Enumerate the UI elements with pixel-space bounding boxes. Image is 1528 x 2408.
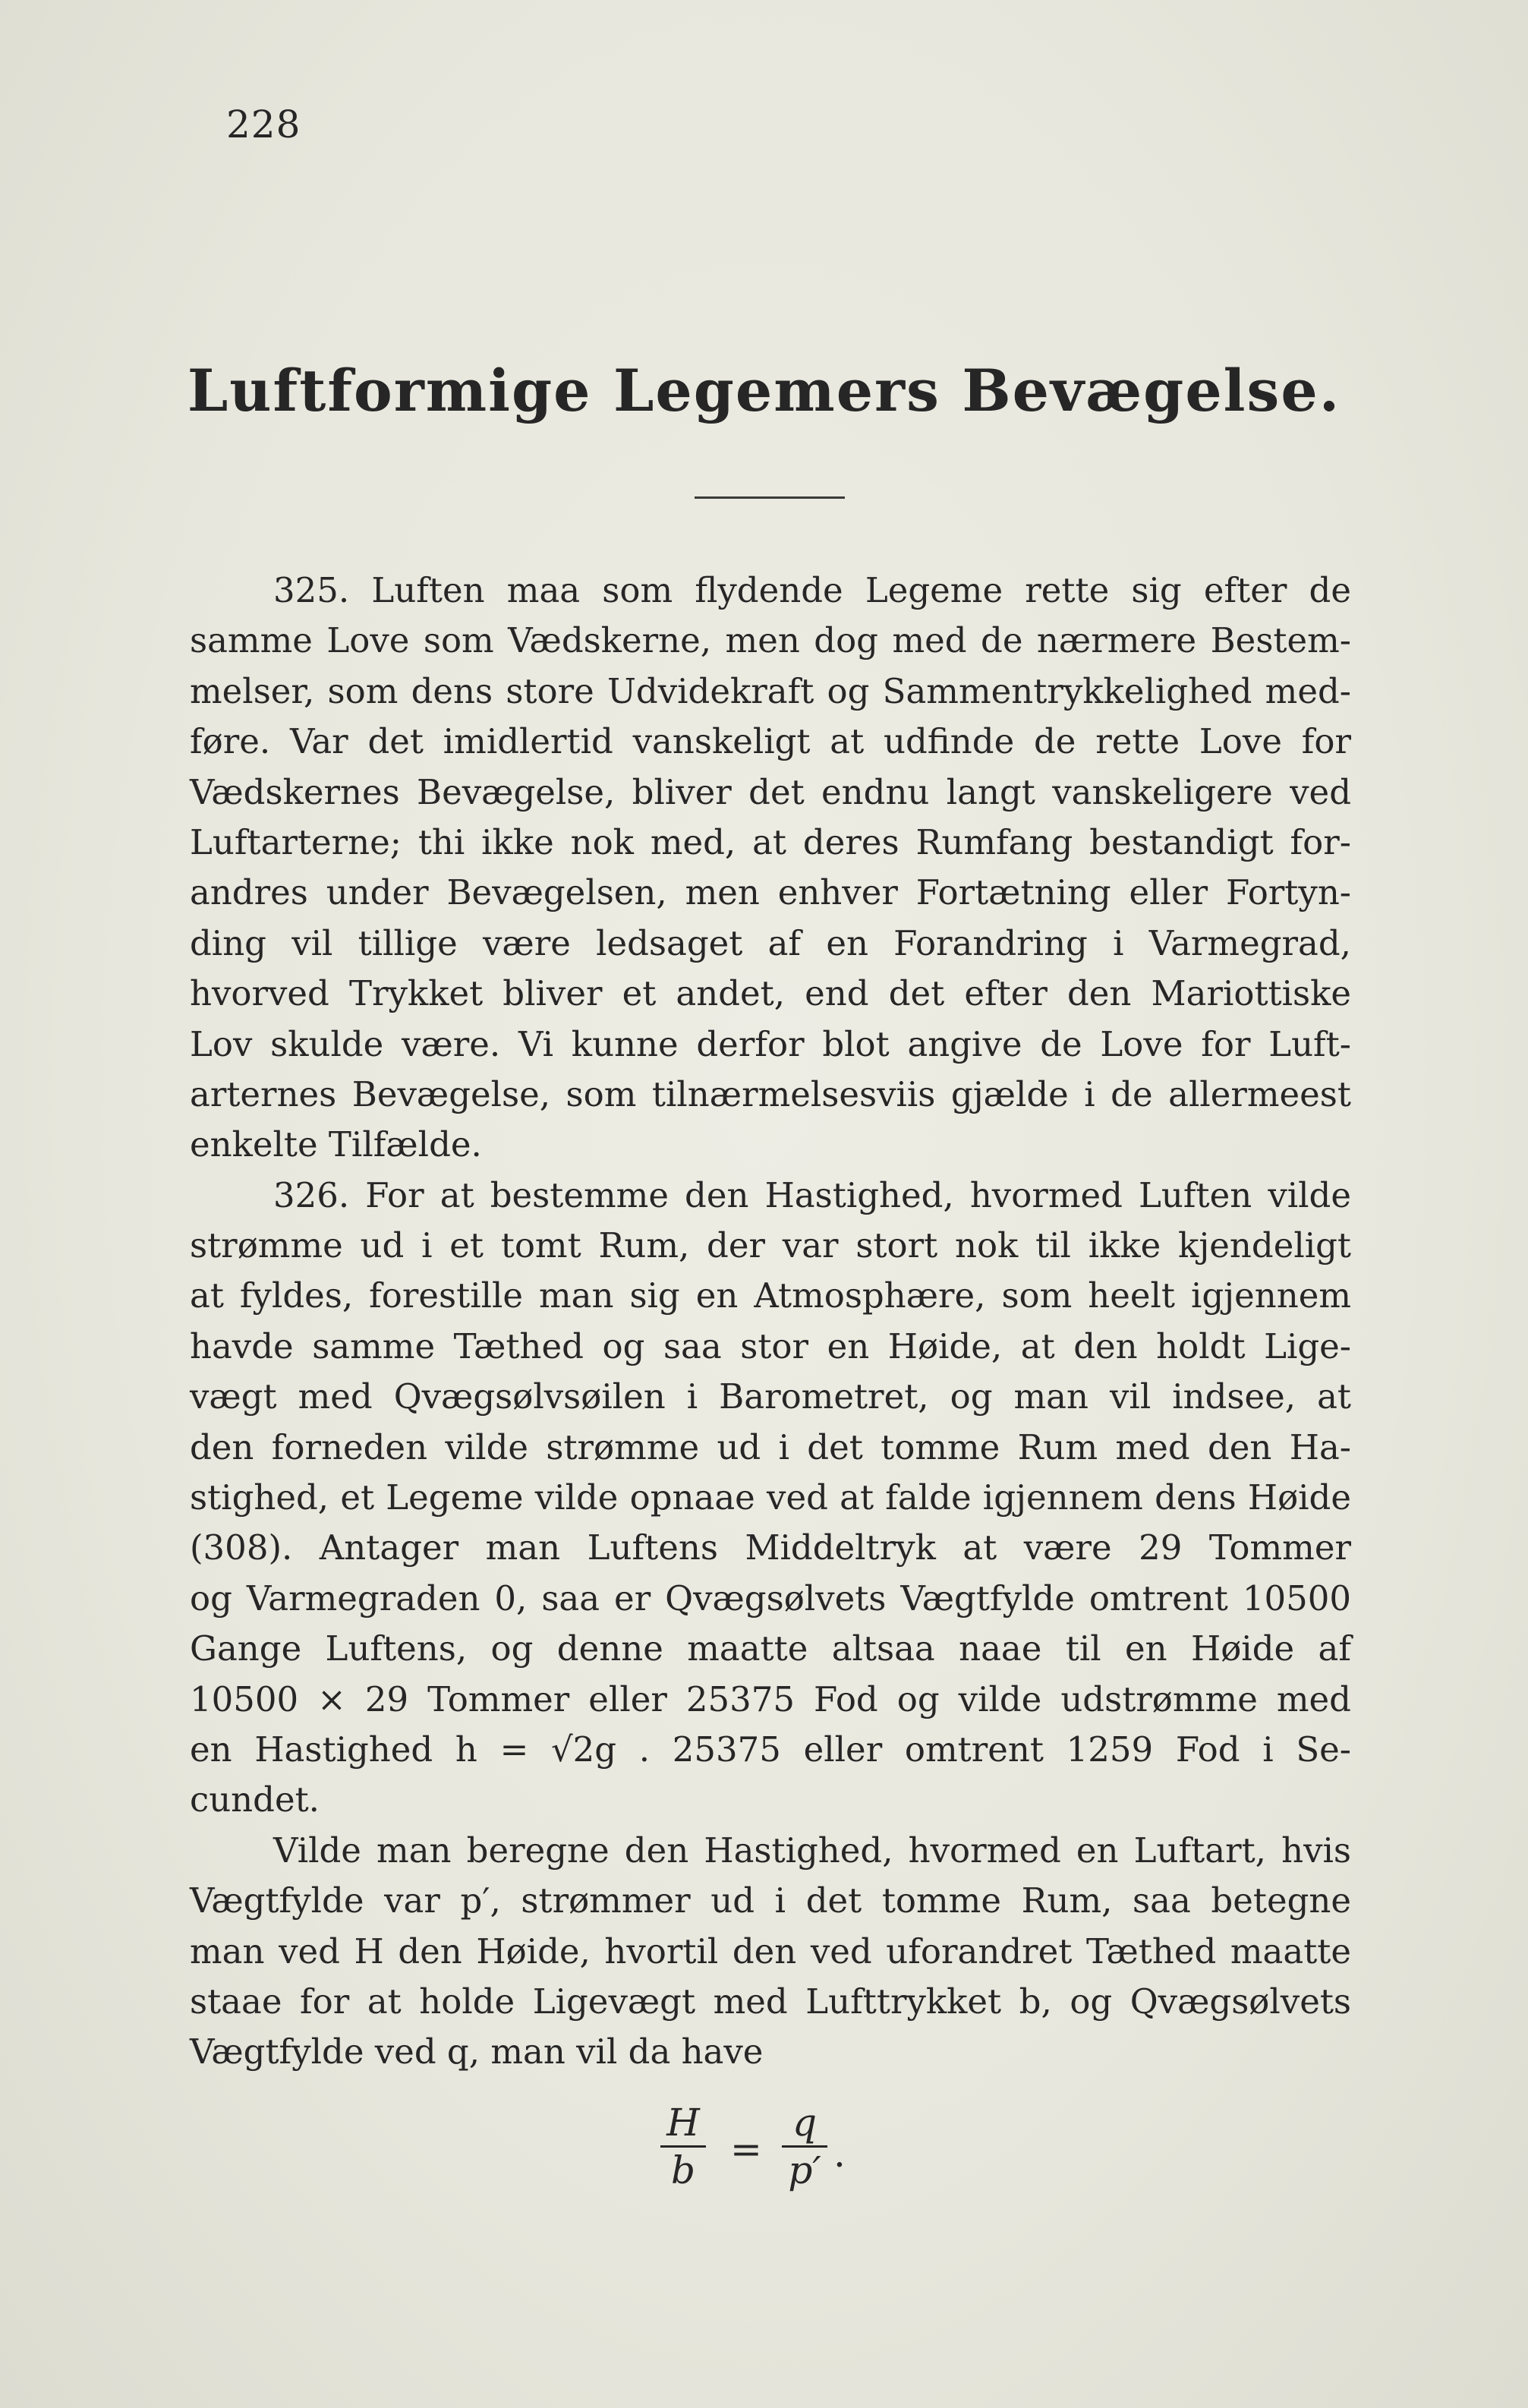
title-rule bbox=[695, 496, 845, 499]
equals-sign: = bbox=[730, 2127, 762, 2171]
fraction-numerator: H bbox=[666, 2101, 700, 2145]
body-text bbox=[190, 566, 1351, 2078]
fraction-bar bbox=[660, 2145, 706, 2148]
text-line: 325. Luften maa som flydende Legeme rette sig efter de bbox=[273, 570, 1351, 610]
text-line: hvorved Trykket bliver et andet, end det efter den Mariottiske bbox=[190, 973, 1351, 1014]
text-line: vægt med Qvægsølvsøilen i Barometret, og man vil indsee, at bbox=[190, 1376, 1351, 1417]
text-line: Vædskernes Bevægelse, bliver det endnu langt vanskeligere ved bbox=[190, 771, 1351, 812]
text-line: Vægtfylde ved q, man vil da have bbox=[190, 2031, 764, 2072]
text-line: Lov skulde være. Vi kunne derfor blot angive de Love for Luft- bbox=[190, 1023, 1351, 1064]
text-line: ding vil tillige være ledsaget af en Forandring i Varmegrad, bbox=[190, 922, 1351, 963]
chapter-title: Luftformige Legemers Bevægelse. bbox=[187, 357, 1341, 424]
text-line: cundet. bbox=[190, 1779, 320, 1820]
fraction-bar bbox=[782, 2145, 827, 2148]
page-number: 228 bbox=[226, 102, 301, 147]
text-line: Luftarterne; thi ikke nok med, at deres Rumfang bestandigt for- bbox=[190, 821, 1351, 862]
text-line: arternes Bevægelse, som tilnærmelsesviis gjælde i de allermeest bbox=[190, 1073, 1351, 1114]
fraction-denominator: p′ bbox=[788, 2148, 821, 2192]
text-line: andres under Bevægelsen, men enhver Fortætning eller Fortyn- bbox=[190, 872, 1351, 913]
text-line: enkelte Tilfælde. bbox=[190, 1124, 482, 1165]
text-line: 10500 × 29 Tommer eller 25375 Fod og vilde udstrømme med bbox=[190, 1678, 1351, 1719]
text-line: og Varmegraden 0, saa er Qvægsølvets Vægtfylde omtrent 10500 bbox=[190, 1577, 1351, 1618]
fraction-right bbox=[782, 2101, 827, 2192]
text-line: samme Love som Vædskerne, men dog med de nærmere Bestem- bbox=[190, 620, 1351, 661]
text-line: 326. For at bestemme den Hastighed, hvormed Luften vilde bbox=[273, 1174, 1351, 1215]
fraction-left bbox=[660, 2101, 706, 2192]
text-line: at fyldes, forestille man sig en Atmosphære, som heelt igjennem bbox=[190, 1275, 1351, 1316]
text-line: stighed, et Legeme vilde opnaae ved at falde igjennem dens Høide bbox=[190, 1477, 1351, 1518]
text-line: havde samme Tæthed og saa stor en Høide, at den holdt Lige- bbox=[190, 1325, 1351, 1366]
text-line: strømme ud i et tomt Rum, der var stort nok til ikke kjendeligt bbox=[190, 1225, 1351, 1266]
text-line: man ved H den Høide, hvortil den ved uforandret Tæthed maatte bbox=[190, 1930, 1351, 1971]
formula-period: . bbox=[833, 2132, 846, 2176]
text-line: staae for at holde Ligevægt med Lufttrykket b, og Qvægsølvets bbox=[190, 1981, 1351, 2022]
text-line: føre. Var det imidlertid vanskeligt at udfinde de rette Love for bbox=[190, 721, 1351, 762]
text-line: (308). Antager man Luftens Middeltryk at være 29 Tommer bbox=[190, 1527, 1351, 1568]
fraction-numerator: q bbox=[792, 2101, 817, 2145]
fraction-denominator: b bbox=[670, 2148, 695, 2192]
text-line: Vægtfylde var p′, strømmer ud i det tomme Rum, saa betegne bbox=[190, 1880, 1351, 1921]
text-line: melser, som dens store Udvidekraft og Sammentrykkelighed med- bbox=[190, 670, 1351, 711]
text-line: en Hastighed h = √2g . 25375 eller omtrent 1259 Fod i Se- bbox=[190, 1729, 1351, 1770]
text-line: Vilde man beregne den Hastighed, hvormed en Luftart, hvis bbox=[273, 1830, 1351, 1871]
text-line: Gange Luftens, og denne maatte altsaa naae til en Høide af bbox=[190, 1628, 1351, 1669]
text-line: den forneden vilde strømme ud i det tomme Rum med den Ha- bbox=[190, 1426, 1351, 1467]
formula bbox=[660, 2101, 888, 2192]
